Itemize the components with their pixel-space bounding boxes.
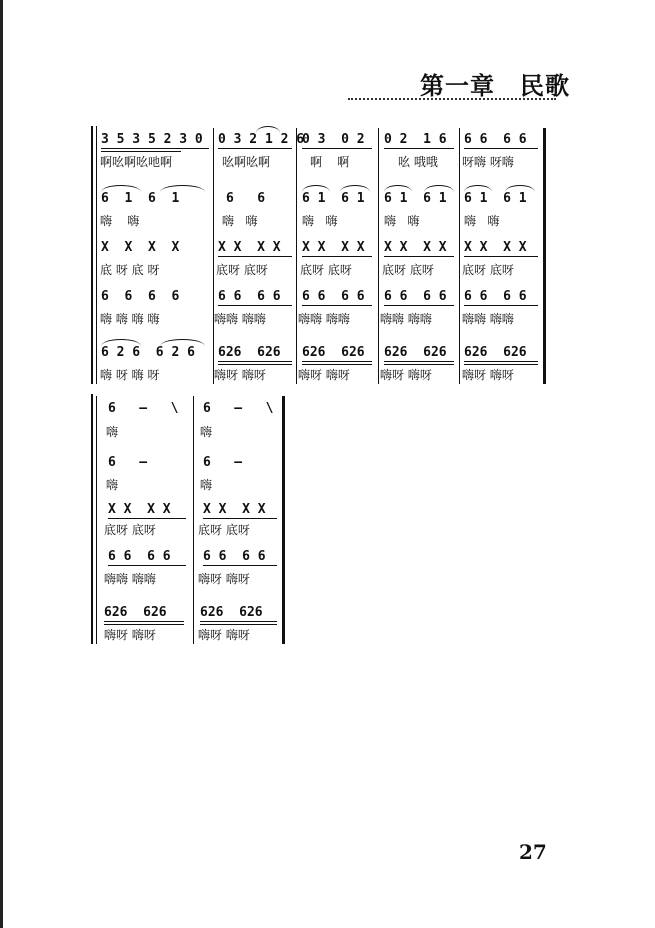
beam-underline — [384, 364, 454, 365]
notation-measure-7: 6 — \ — [203, 401, 274, 416]
lyric-measure-7: 嗨呀 嗨呀 — [198, 628, 250, 642]
beam-underline — [104, 624, 184, 625]
barline — [213, 128, 214, 384]
slur — [384, 185, 412, 192]
barline — [459, 128, 460, 384]
notation-measure-2: 6 6 — [226, 191, 266, 206]
slur — [160, 185, 205, 192]
slur — [101, 339, 141, 346]
notation-measure-1: 6 6 6 6 — [101, 289, 180, 304]
lyric-measure-5: 嗨 嗨 — [464, 214, 500, 228]
notation-measure-5: X X X X — [464, 240, 527, 255]
beam-underline — [464, 305, 538, 306]
beam-underline — [302, 364, 372, 365]
notation-measure-2: 626 626 — [218, 345, 281, 360]
beam-underline — [203, 565, 277, 566]
lyric-measure-3: 嗨嗨 嗨嗨 — [298, 312, 350, 326]
beam-underline — [218, 361, 292, 362]
beam-underline — [384, 256, 454, 257]
beam-underline — [218, 148, 292, 149]
lyric-measure-2: 底呀 底呀 — [216, 263, 268, 277]
beam-underline — [101, 148, 209, 149]
slur — [256, 126, 280, 133]
notation-measure-5: 6 6 6 6 — [464, 132, 527, 147]
beam-underline — [302, 256, 372, 257]
notation-measure-6: X X X X — [108, 502, 171, 517]
notation-measure-3: 626 626 — [302, 345, 365, 360]
beam-underline — [200, 624, 277, 625]
system-1-start-barline — [96, 126, 97, 384]
system-1-brace — [91, 126, 93, 384]
lyric-measure-7: 底呀 底呀 — [198, 523, 250, 537]
beam-underline — [384, 361, 454, 362]
lyric-measure-5: 底呀 底呀 — [462, 263, 514, 277]
beam-underline — [218, 364, 292, 365]
notation-measure-6: 6 6 6 6 — [108, 549, 171, 564]
notation-measure-7: 6 6 6 6 — [203, 549, 266, 564]
notation-measure-1: 3 5 3 5 2 3 0 — [101, 132, 203, 147]
system-2-brace — [91, 394, 93, 644]
beam-underline — [108, 518, 186, 519]
notation-measure-2: 0 3 2 1 2 6 — [218, 132, 305, 147]
lyric-measure-6: 嗨嗨 嗨嗨 — [104, 572, 156, 586]
lyric-measure-1: 底 呀 底 呀 — [100, 263, 160, 277]
notation-measure-1: 6 1 6 1 — [101, 191, 180, 206]
slur — [464, 185, 492, 192]
notation-measure-5: 6 6 6 6 — [464, 289, 527, 304]
notation-measure-7: 626 626 — [200, 605, 263, 620]
notation-measure-6: 626 626 — [104, 605, 167, 620]
beam-underline — [101, 151, 181, 152]
lyric-measure-4: 嗨 嗨 — [384, 214, 420, 228]
lyric-measure-4: 吆 哦哦 — [398, 155, 438, 169]
lyric-measure-4: 嗨呀 嗨呀 — [380, 368, 432, 382]
lyric-measure-3: 嗨 嗨 — [302, 214, 338, 228]
lyric-measure-5: 嗨嗨 嗨嗨 — [462, 312, 514, 326]
lyric-measure-1: 啊吆啊吆吔啊 — [100, 155, 173, 169]
lyric-measure-6: 嗨 — [106, 425, 119, 439]
slur — [340, 185, 370, 192]
lyric-measure-1: 嗨 呀 嗨 呀 — [100, 368, 160, 382]
lyric-measure-1: 嗨 嗨 — [100, 214, 140, 228]
notation-measure-4: X X X X — [384, 240, 447, 255]
notation-measure-3: 0 3 0 2 — [302, 132, 365, 147]
beam-underline — [108, 565, 186, 566]
notation-measure-1: 6 2 6 6 2 6 — [101, 345, 195, 360]
system-2-end-barline — [282, 396, 285, 644]
notation-measure-6: 6 — \ — [108, 401, 179, 416]
lyric-measure-6: 嗨呀 嗨呀 — [104, 628, 156, 642]
lyric-measure-6: 嗨 — [106, 478, 119, 492]
notation-measure-2: 6 6 6 6 — [218, 289, 281, 304]
beam-underline — [200, 621, 277, 622]
lyric-measure-7: 嗨 — [200, 478, 213, 492]
beam-underline — [104, 621, 184, 622]
lyric-measure-4: 嗨嗨 嗨嗨 — [380, 312, 432, 326]
barline — [378, 128, 379, 384]
beam-underline — [302, 361, 372, 362]
lyric-measure-5: 嗨呀 嗨呀 — [462, 368, 514, 382]
lyric-measure-3: 嗨呀 嗨呀 — [298, 368, 350, 382]
notation-measure-4: 6 1 6 1 — [384, 191, 447, 206]
beam-underline — [203, 518, 277, 519]
notation-measure-5: 6 1 6 1 — [464, 191, 527, 206]
lyric-measure-5: 呀嗨 呀嗨 — [462, 155, 514, 169]
beam-underline — [464, 256, 538, 257]
lyric-measure-2: 吆啊吆啊 — [222, 155, 271, 169]
notation-measure-6: 6 — — [108, 455, 148, 470]
beam-underline — [302, 305, 372, 306]
lyric-measure-4: 底呀 底呀 — [382, 263, 434, 277]
notation-measure-3: X X X X — [302, 240, 365, 255]
system-1-end-barline — [543, 128, 546, 384]
lyric-measure-2: 嗨嗨 嗨嗨 — [214, 312, 266, 326]
notation-measure-1: X X X X — [101, 240, 180, 255]
page-left-border — [0, 0, 3, 928]
system-2-start-barline — [96, 396, 97, 644]
lyric-measure-2: 嗨 嗨 — [222, 214, 258, 228]
lyric-measure-1: 嗨 嗨 嗨 嗨 — [100, 312, 160, 326]
notation-measure-3: 6 1 6 1 — [302, 191, 365, 206]
notation-measure-3: 6 6 6 6 — [302, 289, 365, 304]
notation-measure-4: 626 626 — [384, 345, 447, 360]
barline — [193, 396, 194, 644]
notation-measure-5: 626 626 — [464, 345, 527, 360]
slur — [424, 185, 454, 192]
lyric-measure-2: 嗨呀 嗨呀 — [214, 368, 266, 382]
chapter-header-title: 第一章 民歌 — [420, 72, 570, 100]
beam-underline — [464, 361, 538, 362]
slur — [160, 339, 205, 346]
beam-underline — [464, 364, 538, 365]
lyric-measure-3: 啊 啊 — [310, 155, 350, 169]
notation-measure-7: 6 — — [203, 455, 243, 470]
slur — [302, 185, 330, 192]
notation-measure-4: 6 6 6 6 — [384, 289, 447, 304]
slur — [505, 185, 535, 192]
beam-underline — [384, 148, 454, 149]
page-number: 27 — [519, 840, 547, 864]
lyric-measure-3: 底呀 底呀 — [300, 263, 352, 277]
barline — [296, 128, 297, 384]
beam-underline — [218, 256, 292, 257]
header-dotted-rule — [348, 98, 556, 100]
slur — [101, 185, 141, 192]
lyric-measure-7: 嗨呀 嗨呀 — [198, 572, 250, 586]
notation-measure-7: X X X X — [203, 502, 266, 517]
beam-underline — [302, 148, 372, 149]
notation-measure-2: X X X X — [218, 240, 281, 255]
beam-underline — [464, 148, 538, 149]
lyric-measure-7: 嗨 — [200, 425, 213, 439]
beam-underline — [218, 305, 292, 306]
lyric-measure-6: 底呀 底呀 — [104, 523, 156, 537]
notation-measure-4: 0 2 1 6 — [384, 132, 447, 147]
beam-underline — [384, 305, 454, 306]
